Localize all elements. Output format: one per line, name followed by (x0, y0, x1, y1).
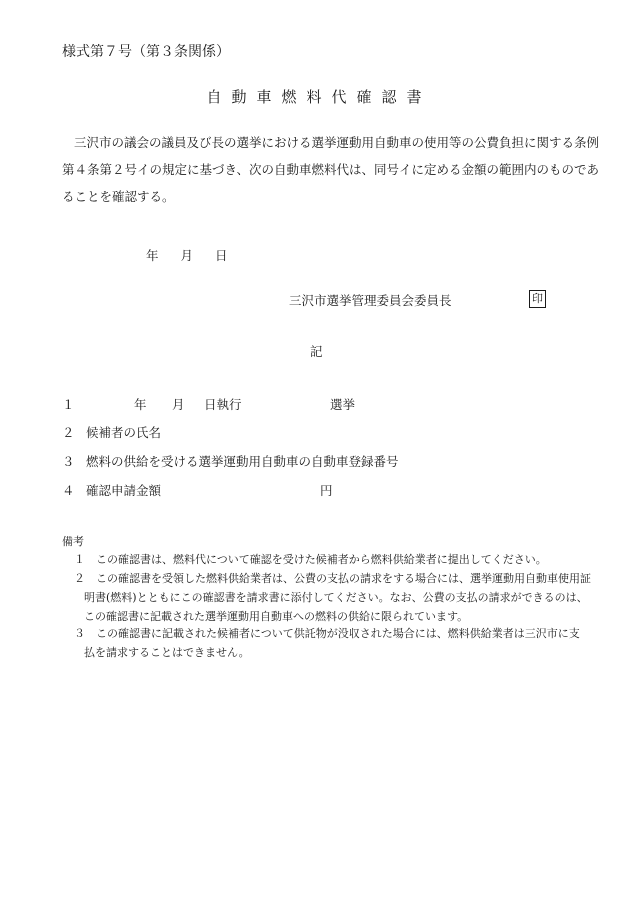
date-day: 日 (215, 248, 228, 263)
note-1 (62, 550, 547, 569)
ki-heading: 記 (310, 344, 323, 359)
note-line: 払を請求することはできません。 (84, 646, 250, 659)
item-label: 候補者の氏名 (86, 425, 162, 440)
body-paragraph (62, 129, 600, 210)
item-label: 燃料の供給を受ける選挙運動用自動車の自動車登録番号 (86, 454, 399, 469)
note-line: ３ この確認書に記載された候補者について供託物が没収された場合には、燃料供給業者は三沢市に支 (74, 627, 580, 640)
note-line: １ この確認書は、燃料代について確認を受けた候補者から燃料供給業者に提出してください。 (74, 553, 547, 566)
document-title: 自動車燃料代確認書 (206, 88, 432, 106)
body-line: 第４条第２号イの規定に基づき、次の自動車燃料代は、同号イに定める金額の範囲内のものであ (62, 162, 600, 177)
yen-unit: 円 (320, 483, 333, 498)
notes-heading: 備考 (62, 535, 84, 548)
item-label: 確認申請金額 (86, 483, 162, 498)
body-line: 三沢市の議会の議員及び長の選挙における選挙運動用自動車の使用等の公費負担に関する条例 (74, 135, 600, 150)
item-number: ２ (62, 425, 75, 440)
item-election-date (62, 395, 356, 413)
item-candidate-name (62, 423, 161, 441)
item-requested-amount (62, 481, 333, 499)
issue-date (146, 246, 228, 264)
date-year: 年 (146, 248, 159, 263)
item-number: １ (62, 397, 75, 412)
item-vehicle-registration (62, 452, 399, 470)
body-line: ることを確認する。 (62, 189, 175, 204)
note-3 (62, 624, 580, 662)
election-month: 月 (172, 397, 185, 412)
note-line: ２ この確認書を受領した燃料供給業者は、公費の支払の請求をする場合には、選挙運動用自動車使用証 (74, 572, 591, 585)
election-day: 日執行 (204, 397, 242, 412)
election-name: 選挙 (330, 397, 356, 412)
note-line: この確認書に記載された選挙運動用自動車への燃料の供給に限られています。 (84, 610, 469, 623)
note-2 (62, 569, 591, 626)
form-number: 様式第７号（第３条関係） (62, 44, 230, 60)
item-number: ４ (62, 483, 75, 498)
date-month: 月 (180, 248, 194, 263)
note-line: 明書(燃料)とともにこの確認書を請求書に添付してください。なお、公費の支払の請求ができるのは、 (84, 591, 588, 604)
issuer-name: 三沢市選挙管理委員会委員長 (289, 293, 452, 308)
seal-box: 印 (529, 290, 546, 308)
item-number: ３ (62, 454, 75, 469)
election-year: 年 (134, 397, 147, 412)
